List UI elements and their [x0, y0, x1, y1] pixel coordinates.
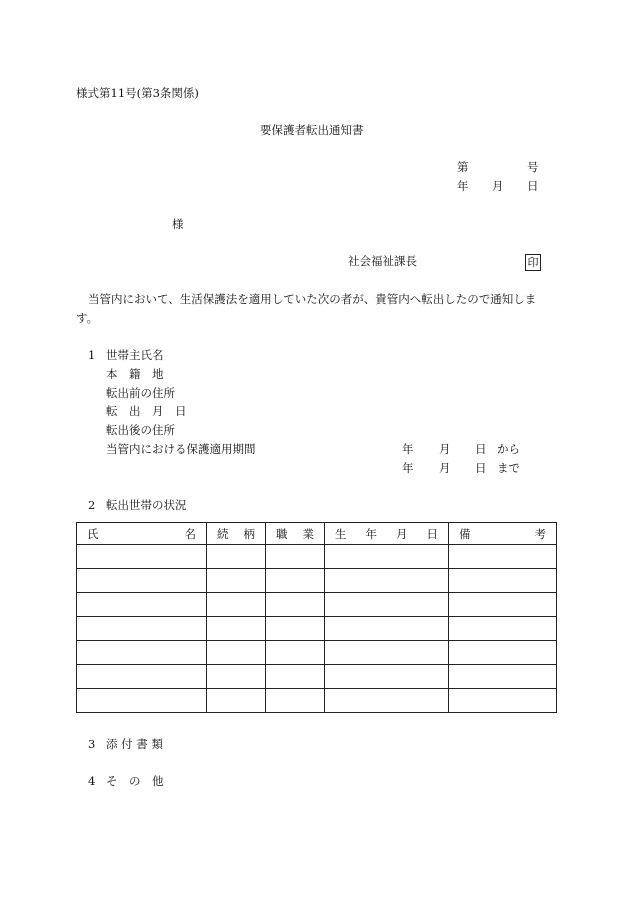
- header-relationship-char: 続: [217, 526, 229, 541]
- section-3-title: 添 付 書 類: [106, 737, 163, 751]
- table-cell: [77, 689, 207, 713]
- body-text-line-1: 当管内において、生活保護法を適用していた次の者が、貴管内へ転出したので通知しま: [88, 292, 537, 306]
- table-cell: [207, 665, 266, 689]
- period-to-year: 年: [402, 461, 414, 475]
- table-cell: [207, 593, 266, 617]
- header-birthdate-char: 月: [396, 526, 408, 541]
- header-remarks-char: 考: [534, 526, 546, 541]
- header-relationship: [207, 523, 266, 545]
- table-cell: [266, 641, 325, 665]
- household-table: [76, 522, 557, 713]
- table-header-row: [77, 523, 557, 545]
- table-row: [77, 545, 557, 569]
- header-occupation: [266, 523, 325, 545]
- table-cell: [449, 641, 557, 665]
- table-cell: [325, 689, 449, 713]
- table-cell: [266, 665, 325, 689]
- section-4-title: そ の 他: [106, 774, 164, 788]
- header-name: [77, 523, 207, 545]
- table-cell: [207, 641, 266, 665]
- table-cell: [449, 593, 557, 617]
- table-cell: [449, 665, 557, 689]
- section-2-title: 転出世帯の状況: [106, 498, 187, 512]
- table-row: [77, 641, 557, 665]
- table-cell: [266, 545, 325, 569]
- table-cell: [325, 617, 449, 641]
- date-year: 年: [457, 179, 469, 193]
- header-birthdate-char: 生: [335, 526, 347, 541]
- date-month: 月: [492, 179, 504, 193]
- period-from-year: 年: [402, 442, 414, 456]
- item-householder-name: 世帯主氏名: [106, 348, 164, 362]
- table-cell: [77, 641, 207, 665]
- period-to-month: 月: [439, 461, 451, 475]
- table-cell: [325, 641, 449, 665]
- period-to-day: 日: [475, 461, 487, 475]
- period-from-month: 月: [439, 442, 451, 456]
- item-registered-domicile: 本 籍 地: [106, 367, 164, 381]
- sender-title: 社会福祉課長: [348, 254, 417, 268]
- section-3-number: 3: [88, 737, 96, 751]
- table-cell: [77, 545, 207, 569]
- section-2-number: 2: [88, 498, 96, 512]
- addressee-suffix: 様: [172, 217, 184, 231]
- date-day: 日: [527, 179, 539, 193]
- header-occupation-char: 職: [276, 526, 288, 541]
- table-cell: [266, 593, 325, 617]
- header-birthdate-char: 日: [426, 526, 438, 541]
- table-cell: [207, 569, 266, 593]
- table-cell: [207, 689, 266, 713]
- table-cell: [325, 569, 449, 593]
- table-cell: [449, 569, 557, 593]
- header-remarks-char: 備: [459, 526, 471, 541]
- item-address-after: 転出後の住所: [106, 423, 175, 437]
- header-birthdate: [325, 523, 449, 545]
- table-cell: [207, 617, 266, 641]
- table-cell: [449, 689, 557, 713]
- table-cell: [77, 617, 207, 641]
- item-move-date: 転 出 月 日: [106, 404, 187, 418]
- body-text-line-2: す。: [76, 311, 99, 325]
- table-cell: [325, 545, 449, 569]
- doc-number-prefix: 第: [457, 160, 469, 174]
- table-row: [77, 689, 557, 713]
- table-cell: [207, 545, 266, 569]
- header-name-char: 氏: [87, 526, 99, 541]
- header-name-char: 名: [184, 526, 196, 541]
- period-to-suffix: まで: [497, 461, 520, 475]
- seal-mark: 印: [525, 254, 541, 271]
- table-row: [77, 665, 557, 689]
- document-title: 要保護者転出通知書: [260, 123, 364, 137]
- period-from-day: 日: [475, 442, 487, 456]
- table-cell: [77, 569, 207, 593]
- table-row: [77, 617, 557, 641]
- table-cell: [325, 593, 449, 617]
- table-cell: [77, 593, 207, 617]
- doc-number-suffix: 号: [527, 160, 539, 174]
- table-cell: [266, 689, 325, 713]
- header-birthdate-char: 年: [365, 526, 377, 541]
- header-remarks: [449, 523, 557, 545]
- table-cell: [325, 665, 449, 689]
- form-label: 様式第11号(第3条関係): [76, 86, 199, 100]
- section-1-number: 1: [88, 348, 96, 362]
- header-occupation-char: 業: [302, 526, 314, 541]
- period-from-suffix: から: [497, 442, 520, 456]
- section-4-number: 4: [88, 774, 96, 788]
- table-cell: [449, 545, 557, 569]
- table-cell: [77, 665, 207, 689]
- item-protection-period: 当管内における保護適用期間: [106, 442, 256, 456]
- table-cell: [266, 617, 325, 641]
- table-row: [77, 593, 557, 617]
- table-cell: [266, 569, 325, 593]
- table-body: [77, 545, 557, 713]
- table-cell: [449, 617, 557, 641]
- item-address-before: 転出前の住所: [106, 386, 175, 400]
- header-relationship-char: 柄: [243, 526, 255, 541]
- table-row: [77, 569, 557, 593]
